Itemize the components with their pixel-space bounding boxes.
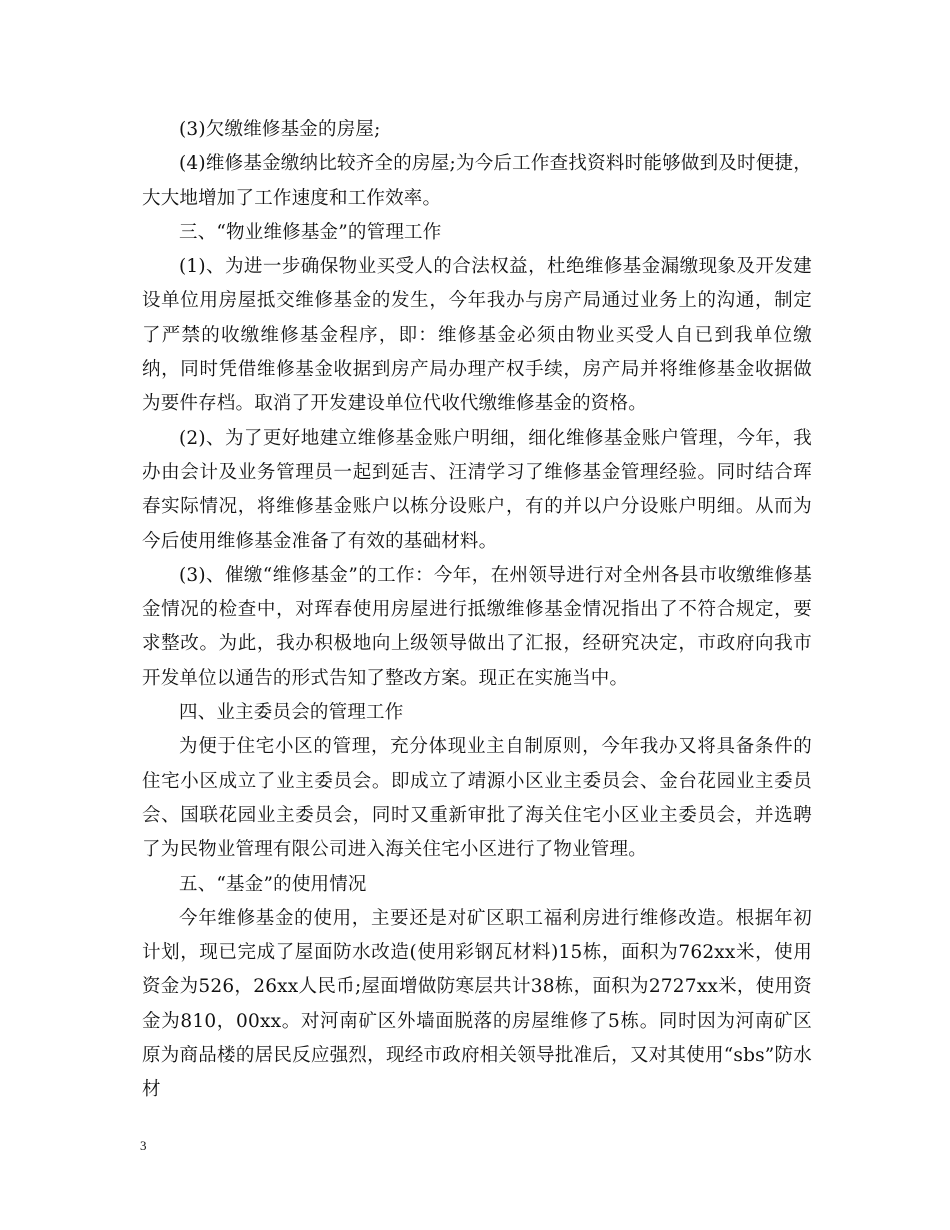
section-heading-4: 四、业主委员会的管理工作 <box>179 702 404 724</box>
section-heading-3: 三、“物业维修基金”的管理工作 <box>179 221 442 243</box>
paragraph-3-3: (3)、催缴“维修基金”的工作：今年，在州领导进行对全州各县市收缴维修基金情况的检查中，对珲春使用房屋进行抵缴维修基金情况指出了不符合规定，要求整改。为此，我办积极地向上级领导做出了汇报，经研究决定，市政府向我市开发单位以通告的形式告知了整改方案。现正在实施当中。 <box>142 564 812 689</box>
paragraph-4-body: 为便于住宅小区的管理，充分体现业主自制原则，今年我办又将具备条件的住宅小区成立了业主委员会。即成立了靖源小区业主委员会、金台花园业主委员会、国联花园业主委员会，同时又重新审批了海关住宅小区业主委员会，并选聘了为民物业管理有限公司进入海关住宅小区进行了物业管理。 <box>142 736 812 861</box>
paragraph-3-1: (1)、为进一步确保物业买受人的合法权益，杜绝维修基金漏缴现象及开发建设单位用房屋抵交维修基金的发生，今年我办与房产局通过业务上的沟通，制定了严禁的收缴维修基金程序，即：维修基金必须由物业买受人自已到我单位缴纳，同时凭借维修基金收据到房产局办理产权手续，房产局并将维修基金收据做为要件存档。取消了开发建设单位代收代缴维修基金的资格。 <box>142 256 812 415</box>
paragraph-item-3-unpaid: (3)欠缴维修基金的房屋; <box>179 119 381 140</box>
section-heading-5: 五、“基金”的使用情况 <box>179 873 367 895</box>
document-body <box>142 113 812 1108</box>
paragraph-5-body: 今年维修基金的使用，主要还是对矿区职工福利房进行维修改造。根据年初计划，现已完成了屋面防水改造(使用彩钢瓦材料)15栋，面积为762xx米，使用资金为526，26xx人民币;屋面增做防寒层共计38栋，面积为2727xx米，使用资金为810，00xx。对河南矿区外墙面脱落的房屋维修了5栋。同时因为河南矿区原为商品楼的居民反应强烈，现经市政府相关领导批准后，又对其使用“sbs”防水材 <box>142 907 812 1101</box>
page-number: 3 <box>140 1138 147 1153</box>
paragraph-item-4-paid: (4)维修基金缴纳比较齐全的房屋;为今后工作查找资料时能够做到及时便捷，大大地增加了工作速度和工作效率。 <box>142 153 812 209</box>
paragraph-3-2: (2)、为了更好地建立维修基金账户明细，细化维修基金账户管理，今年，我办由会计及业务管理员一起到延吉、汪清学习了维修基金管理经验。同时结合珲春实际情况，将维修基金账户以栋分设账户，有的并以户分设账户明细。从而为今后使用维修基金准备了有效的基础材料。 <box>142 427 812 552</box>
